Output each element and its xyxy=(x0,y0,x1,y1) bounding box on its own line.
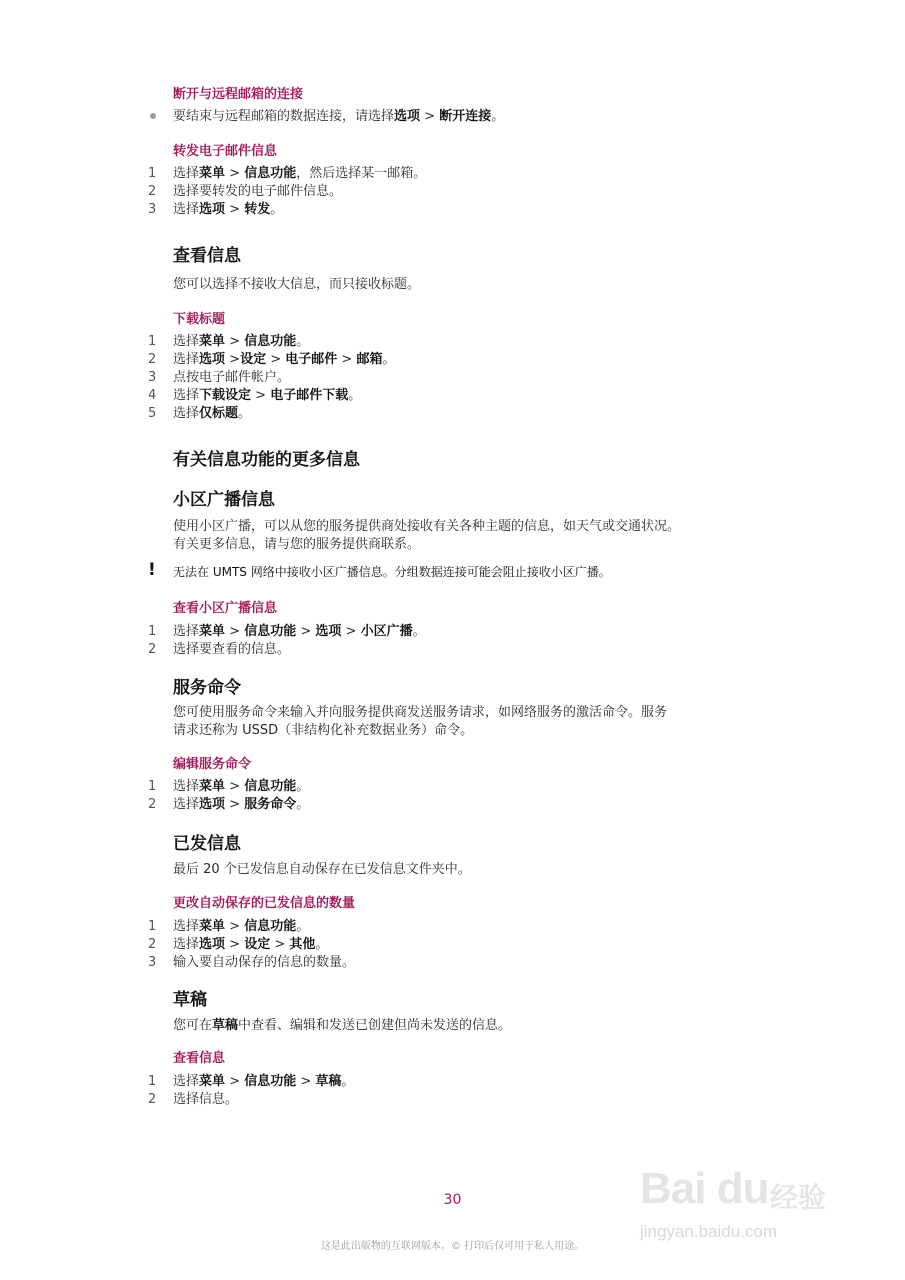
heading-sent-messages: 已发信息 xyxy=(173,834,241,854)
heading-service-commands: 服务命令 xyxy=(173,678,241,698)
section-title-forward-email: 转发电子邮件信息 xyxy=(173,144,278,159)
step-item: 2 选择选项 >设定 > 电子邮件 > 邮箱。 xyxy=(148,352,396,367)
step-item: 4 选择下载设定 > 电子邮件下载。 xyxy=(148,388,362,403)
step-item: 3 选择选项 > 转发。 xyxy=(148,202,284,217)
step-item: 2 选择要转发的电子邮件信息。 xyxy=(148,184,343,199)
sent-intro: 最后 20 个已发信息自动保存在已发信息文件夹中。 xyxy=(173,862,471,877)
step-item: 1 选择菜单 > 信息功能。 xyxy=(148,919,310,934)
step-item: 2 选择信息。 xyxy=(148,1092,239,1107)
section-title-change-saved-count: 更改自动保存的已发信息的数量 xyxy=(173,896,356,911)
view-intro: 您可以选择不接收大信息，而只接收标题。 xyxy=(173,277,421,292)
section-title-view-drafts: 查看信息 xyxy=(173,1051,226,1066)
heading-cell-broadcast: 小区广播信息 xyxy=(173,490,275,510)
page-footer: 这是此出版物的互联网版本。© 打印后仅可用于私人用途。 xyxy=(320,1241,585,1252)
warning-icon: ! xyxy=(148,560,156,580)
section-title-download-headers: 下载标题 xyxy=(173,312,226,327)
heading-view-messages: 查看信息 xyxy=(173,246,241,266)
watermark-cn-text: 经验 xyxy=(770,1181,827,1214)
step-item: 1 选择菜单 > 信息功能 > 草稿。 xyxy=(148,1074,355,1089)
drafts-intro: 您可在草稿中查看、编辑和发送已创建但尚未发送的信息。 xyxy=(173,1018,512,1033)
section-title-disconnect: 断开与远程邮箱的连接 xyxy=(173,87,304,102)
step-item: 3 点按电子邮件帐户。 xyxy=(148,370,291,385)
heading-more-info: 有关信息功能的更多信息 xyxy=(173,450,360,470)
step-item: 2 选择选项 > 设定 > 其他。 xyxy=(148,937,329,952)
step-item: 5 选择仅标题。 xyxy=(148,406,252,421)
watermark-url: jingyan.baidu.com xyxy=(640,1222,778,1241)
step-item: 2 选择要查看的信息。 xyxy=(148,642,291,657)
disconnect-instruction: 要结束与远程邮箱的数据连接，请选择选项 > 断开连接。 xyxy=(173,109,505,124)
step-item: 1 选择菜单 > 信息功能。 xyxy=(148,779,310,794)
service-paragraph-line1: 您可使用服务命令来输入并向服务提供商发送服务请求，如网络服务的激活命令。服务 xyxy=(173,705,668,720)
cell-paragraph-line1: 使用小区广播，可以从您的服务提供商处接收有关各种主题的信息，如天气或交通状况。 xyxy=(173,519,681,534)
bullet-dot xyxy=(150,113,156,119)
step-item: 1 选择菜单 > 信息功能。 xyxy=(148,334,310,349)
heading-drafts: 草稿 xyxy=(173,990,207,1010)
step-item: 3 输入要自动保存的信息的数量。 xyxy=(148,955,356,970)
watermark-logo-text: Bai du xyxy=(640,1164,769,1213)
cell-note: 无法在 UMTS 网络中接收小区广播信息。分组数据连接可能会阻止接收小区广播。 xyxy=(173,565,611,579)
cell-paragraph-line2: 有关更多信息，请与您的服务提供商联系。 xyxy=(173,537,421,552)
section-title-view-cell-broadcast: 查看小区广播信息 xyxy=(173,601,278,616)
step-item: 1 选择菜单 > 信息功能 > 选项 > 小区广播。 xyxy=(148,624,426,639)
page-number: 30 xyxy=(443,1192,462,1208)
step-item: 2 选择选项 > 服务命令。 xyxy=(148,797,310,812)
step-item: 1 选择菜单 > 信息功能，然后选择某一邮箱。 xyxy=(148,166,427,181)
section-title-edit-service-command: 编辑服务命令 xyxy=(173,757,252,772)
service-paragraph-line2: 请求还称为 USSD（非结构化补充数据业务）命令。 xyxy=(173,723,474,738)
